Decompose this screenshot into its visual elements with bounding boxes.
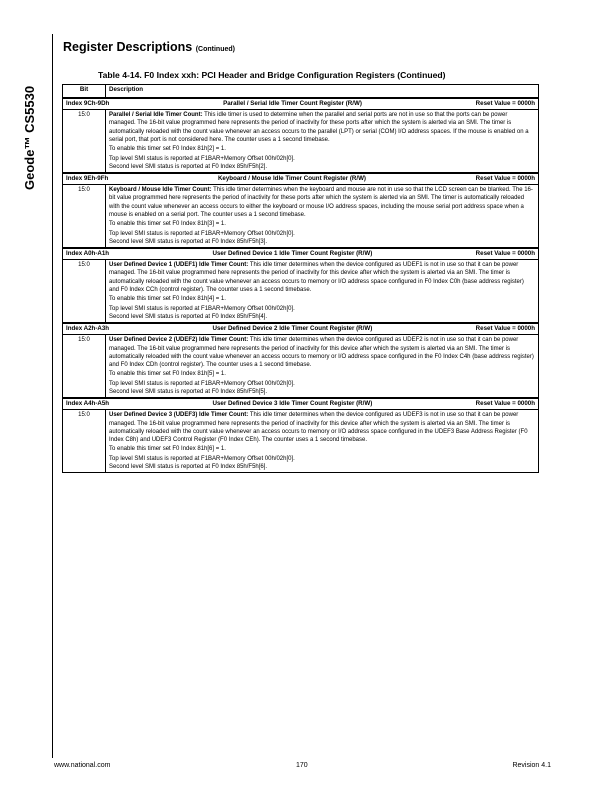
top-level-smi-note: Top level SMI status is reported at F1BAR+Memory Offset 00h/02h[0]. — [109, 455, 295, 462]
side-title — [22, 30, 42, 190]
footer-website: www.national.com — [54, 762, 111, 769]
top-level-smi-note: Top level SMI status is reported at F1BAR+Memory Offset 00h/02h[0]. — [109, 230, 295, 237]
register-reset-value: Reset Value = 0000h — [475, 100, 535, 107]
register-header-cell — [63, 323, 539, 335]
enable-note: To enable this timer set F0 Index 81h[2] = 1. — [109, 146, 226, 153]
register-name: User Defined Device 2 Idle Timer Count Register (R/W) — [212, 325, 373, 333]
second-level-smi-note: Second level SMI status is reported at F0 Index 85h/F5h[3]. — [109, 238, 268, 245]
field-name: Parallel / Serial Idle Timer Count: — [109, 112, 203, 119]
vertical-rule — [52, 34, 53, 758]
register-header-row — [63, 248, 539, 260]
enable-note: To enable this timer set F0 Index 81h[6] = 1. — [109, 446, 226, 453]
bit-column-header: Bit — [63, 85, 106, 99]
register-index: Index 9Ch-9Dh — [66, 100, 110, 107]
description-paragraph — [109, 111, 535, 143]
register-index: Index A0h-A1h — [66, 250, 110, 258]
field-description: This idle timer determines when the device configured as UDEF2 is not in use so that it can be power managed. The 16-bit value programmed here represents the period of inactivity for this device after which the system is alerted via an SMI. The timer is automatically reloaded with the count value whenever an access occurs to memory or I/O address space configured in the F0 Index C4h (base address register) and F0 Index CDh (control register). The counter uses a 1 second timebase. — [109, 337, 534, 368]
register-bit-row — [63, 335, 539, 398]
description-paragraph — [109, 186, 535, 218]
top-level-smi-note: Top level SMI status is reported at F1BAR+Memory Offset 00h/02h[0]. — [109, 305, 295, 312]
bit-description — [106, 110, 539, 173]
top-level-smi-note: Top level SMI status is reported at F1BAR+Memory Offset 00h/02h[0]. — [109, 380, 295, 387]
enable-note: To enable this timer set F0 Index 81h[4] = 1. — [109, 296, 226, 303]
top-level-smi-note: Top level SMI status is reported at F1BAR+Memory Offset 00h/02h[0]. — [109, 155, 295, 162]
register-header-row — [63, 398, 539, 410]
register-header-row — [63, 173, 539, 185]
field-name: User Defined Device 2 (UDEF2) Idle Timer Count: — [109, 337, 249, 344]
bit-description — [106, 335, 539, 398]
footer-page-number: 170 — [296, 762, 308, 769]
register-reset-value: Reset Value = 0000h — [475, 325, 535, 333]
register-table — [62, 84, 539, 473]
enable-note: To enable this timer set F0 Index 81h[3] = 1. — [109, 221, 226, 228]
section-title-text: Register Descriptions — [63, 40, 193, 54]
second-level-smi-note: Second level SMI status is reported at F0 Index 85h/F5h[2]. — [109, 163, 268, 170]
register-bit-row — [63, 185, 539, 248]
bit-description — [106, 410, 539, 473]
field-description: This idle timer is used to determine when the parallel and serial ports are not in use so that the ports can be power managed. The 16-bit value programmed here represents the period of inactivity for these ports after which the system is alerted via an SMI. The timer is automatically reloaded with the count value whenever an access occurs to the parallel (LPT) or serial (COM) I/O address spaces. If the mouse is enabled on a serial port, that port is not considered here. The counter uses a 1 second timebase. — [109, 112, 529, 143]
register-name: User Defined Device 3 Idle Timer Count Register (R/W) — [212, 400, 373, 408]
field-name: User Defined Device 3 (UDEF3) Idle Timer Count: — [109, 412, 249, 419]
register-reset-value: Reset Value = 0000h — [475, 175, 535, 183]
register-header-cell — [63, 98, 539, 110]
section-title-suffix: (Continued) — [195, 46, 235, 53]
side-title-text: Geode™ CS5530 — [22, 85, 37, 190]
register-header-cell — [63, 173, 539, 185]
bit-range: 15:0 — [63, 335, 106, 398]
bit-range: 15:0 — [63, 260, 106, 323]
register-index: Index A2h-A3h — [66, 325, 110, 333]
register-table-body — [63, 98, 539, 473]
register-bit-row — [63, 410, 539, 473]
register-bit-row — [63, 110, 539, 173]
description-column-header: Description — [106, 85, 539, 99]
field-description: This idle timer determines when the device configured as UDEF1 is not in use so that it can be power managed. The 16-bit value programmed here represents the period of inactivity for this device after which the system is alerted via an SMI. The timer is automatically reloaded with the count value whenever an access occurs to memory or I/O address space configured in F0 Index C0h (base address register) and F0 Index CCh (control register). The counter uses a 1 second timebase. — [109, 262, 524, 293]
description-paragraph — [109, 336, 535, 368]
enable-note: To enable this timer set F0 Index 81h[5] = 1. — [109, 371, 226, 378]
footer-revision: Revision 4.1 — [512, 762, 551, 769]
register-header-row — [63, 323, 539, 335]
bit-range: 15:0 — [63, 410, 106, 473]
bit-description — [106, 185, 539, 248]
description-paragraph — [109, 411, 535, 443]
field-name: User Defined Device 1 (UDEF1) Idle Timer Count: — [109, 262, 249, 269]
field-description: This idle timer determines when the keyboard and mouse are not in use so that the LCD screen can be blanked. The 16-bit value programmed here represents the period of inactivity for these ports after which the system is alerted via an SMI. The timer is automatically reloaded with the count value whenever an access occurs to either the keyboard or mouse I/O address spaces, including the mouse serial port address space when a mouse is enabled on a serial port. The counter uses a 1 second timebase. — [109, 187, 533, 218]
register-name: User Defined Device 1 Idle Timer Count Register (R/W) — [212, 250, 373, 258]
register-reset-value: Reset Value = 0000h — [475, 250, 535, 258]
register-header-cell — [63, 248, 539, 260]
bit-range: 15:0 — [63, 185, 106, 248]
register-header-row — [63, 98, 539, 110]
register-name: Parallel / Serial Idle Timer Count Register (R/W) — [223, 100, 362, 107]
description-paragraph — [109, 261, 535, 293]
register-name: Keyboard / Mouse Idle Timer Count Register (R/W) — [217, 175, 366, 183]
section-title — [63, 40, 235, 54]
register-header-cell — [63, 398, 539, 410]
second-level-smi-note: Second level SMI status is reported at F0 Index 85h/F5h[6]. — [109, 463, 268, 470]
field-name: Keyboard / Mouse Idle Timer Count: — [109, 187, 212, 194]
bit-range: 15:0 — [63, 110, 106, 173]
register-bit-row — [63, 260, 539, 323]
register-reset-value: Reset Value = 0000h — [475, 400, 535, 408]
bit-description — [106, 260, 539, 323]
table-header-row — [63, 85, 539, 99]
second-level-smi-note: Second level SMI status is reported at F0 Index 85h/F5h[4]. — [109, 313, 268, 320]
second-level-smi-note: Second level SMI status is reported at F0 Index 85h/F5h[5]. — [109, 388, 268, 395]
table-caption: Table 4-14. F0 Index xxh: PCI Header and Bridge Configuration Registers (Continued) — [98, 70, 446, 80]
register-index: Index A4h-A5h — [66, 400, 110, 408]
register-index: Index 9Eh-9Fh — [66, 175, 109, 183]
field-description: This idle timer determines when the device configured as UDEF3 is not in use so that it can be power managed. The 16-bit value programmed here represents the period of inactivity for this device after which the system is alerted via an SMI. The timer is automatically reloaded with the count value whenever an access occurs to memory or I/O address space configured in the UDEF3 Base Address Register (F0 Index C8h) and UDEF3 Control Register (F0 Index CEh). The counter uses a 1 second timebase. — [109, 412, 528, 443]
